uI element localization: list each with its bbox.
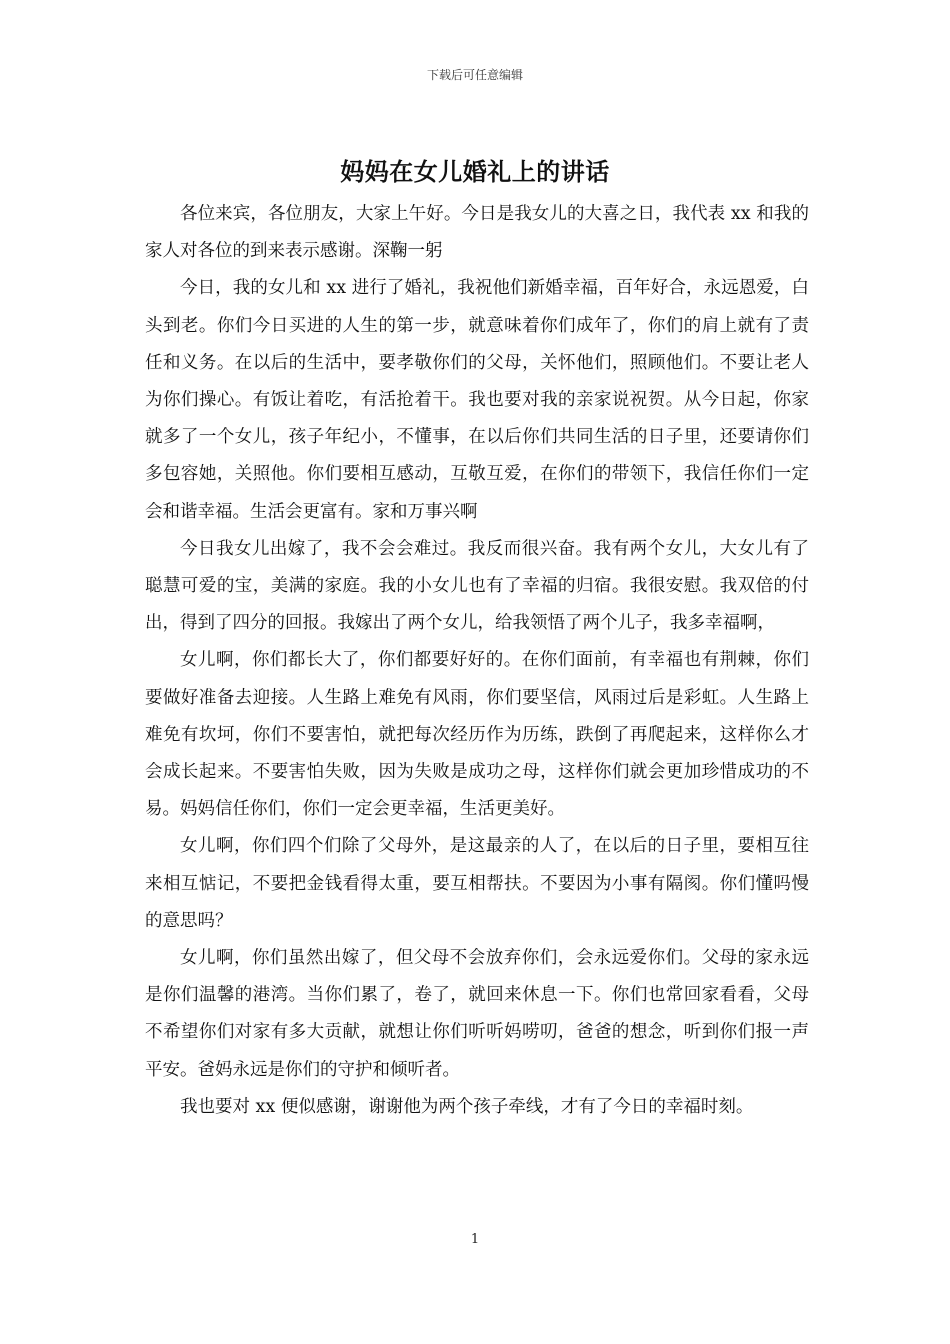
document-body [145, 196, 809, 1126]
paragraph: 女儿啊，你们都长大了，你们都要好好的。在你们面前，有幸福也有荆棘，你们要做好准备去迎接。人生路上难免有风雨，你们要坚信，风雨过后是彩虹。人生路上难免有坎坷，你们不要害怕，就把每次经历作为历练，跌倒了再爬起来，这样你么才会成长起来。不要害怕失败，因为失败是成功之母，这样你们就会更加珍惜成功的不易。妈妈信任你们，你们一定会更幸福，生活更美好。 [145, 650, 809, 820]
paragraph: 今日我女儿出嫁了，我不会会难过。我反而很兴奋。我有两个女儿，大女儿有了聪慧可爱的宝，美满的家庭。我的小女儿也有了幸福的归宿。我很安慰。我双倍的付出，得到了四分的回报。我嫁出了两个女儿，给我领悟了两个儿子，我多幸福啊， [145, 538, 809, 634]
paragraph: 我也要对 xx 便似感谢，谢谢他为两个孩子牵线，才有了今日的幸福时刻。 [180, 1096, 754, 1117]
paragraph: 女儿啊，你们虽然出嫁了，但父母不会放弃你们，会永远爱你们。父母的家永远是你们温馨的港湾。当你们累了，卷了，就回来休息一下。你们也常回家看看，父母不希望你们对家有多大贡献，就想让你们听听妈唠叨，爸爸的想念，听到你们报一声平安。爸妈永远是你们的守护和倾听者。 [145, 948, 809, 1080]
page-header-note: 下载后可任意编辑 [426, 68, 523, 82]
paragraph: 女儿啊，你们四个们除了父母外，是这最亲的人了，在以后的日子里，要相互往来相互惦记，不要把金钱看得太重，要互相帮扶。不要因为小事有隔阂。你们懂吗慢的意思吗？ [145, 836, 809, 931]
paragraph: 各位来宾，各位朋友，大家上午好。今日是我女儿的大喜之日，我代表 xx 和我的家人对各位的到来表示感谢。深鞠一躬 [145, 204, 809, 262]
page-number: 1 [470, 1232, 480, 1247]
paragraph: 今日，我的女儿和 xx 进行了婚礼，我祝他们新婚幸福，百年好合，永远恩爱，白头到老。你们今日买进的人生的第一步，就意味着你们成年了，你们的肩上就有了责任和义务。在以后的生活中，要孝敬你们的父母，关怀他们，照顾他们。不要让老人为你们操心。有饭让着吃，有活抢着干。我也要对我的亲家说祝贺。从今日起，你家就多了一个女儿，孩子年纪小，不懂事，在以后你们共同生活的日子里，还要请你们多包容她，关照他。你们要相互感动，互敬互爱，在你们的带领下，我信任你们一定会和谐幸福。生活会更富有。家和万事兴啊 [145, 278, 809, 522]
document-title: 妈妈在女儿婚礼上的讲话 [340, 157, 610, 186]
